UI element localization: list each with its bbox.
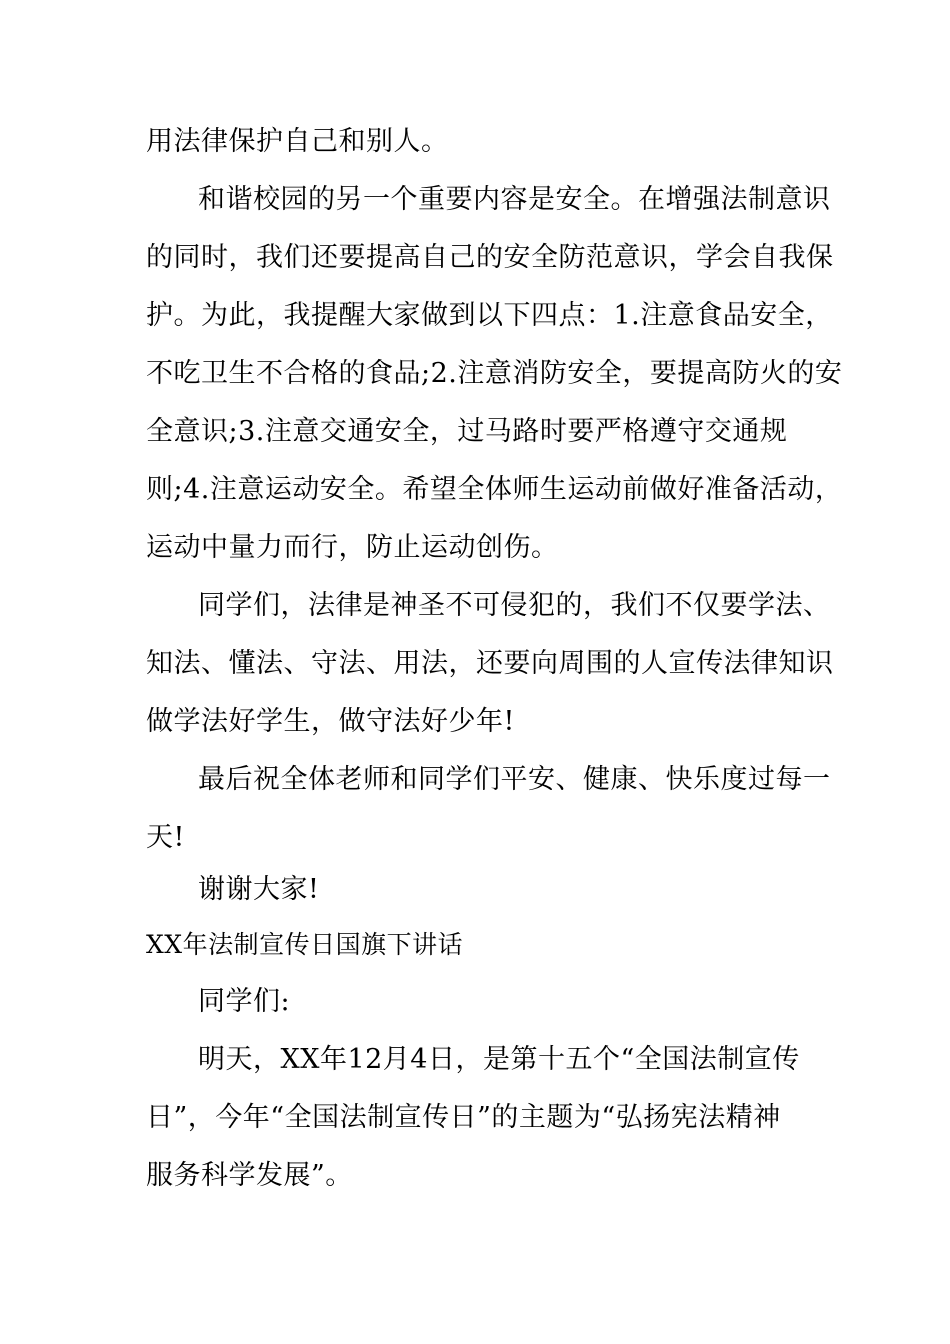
paragraph-line: 最后祝全体老师和同学们平安、健康、快乐度过每一 <box>198 764 831 795</box>
paragraph-line: 和谐校园的另一个重要内容是安全。在增强法制意识 <box>198 184 831 215</box>
paragraph-line: 不吃卫生不合格的食品;2.注意消防安全，要提高防火的安 <box>146 358 843 389</box>
paragraph-line: 明天，XX年12月4日，是第十五个“全国法制宣传 <box>198 1044 800 1075</box>
paragraph-line: 同学们: <box>198 986 291 1017</box>
paragraph-line: 运动中量力而行，防止运动创伤。 <box>146 532 559 563</box>
paragraph-line: 则;4.注意运动安全。希望全体师生运动前做好准备活动， <box>146 474 843 505</box>
section-title: XX年法制宣传日国旗下讲话 <box>146 930 464 959</box>
paragraph-line: 天! <box>146 822 185 853</box>
paragraph-line: 同学们，法律是神圣不可侵犯的，我们不仅要学法、 <box>198 590 831 621</box>
paragraph-line: 知法、懂法、守法、用法，还要向周围的人宣传法律知识 <box>146 648 834 679</box>
paragraph-line: 护。为此，我提醒大家做到以下四点：1.注意食品安全， <box>146 300 833 331</box>
paragraph-line: 全意识;3.注意交通安全，过马路时要严格遵守交通规 <box>146 416 788 447</box>
paragraph-line: 的同时，我们还要提高自己的安全防范意识，学会自我保 <box>146 242 834 273</box>
paragraph-line: 服务科学发展”。 <box>146 1160 353 1191</box>
paragraph-line: 用法律保护自己和别人。 <box>146 126 449 157</box>
paragraph-line: 日”，今年“全国法制宣传日”的主题为“弘扬宪法精神 <box>146 1102 781 1133</box>
paragraph-line: 做学法好学生，做守法好少年! <box>146 706 515 737</box>
paragraph-line: 谢谢大家! <box>198 874 320 905</box>
